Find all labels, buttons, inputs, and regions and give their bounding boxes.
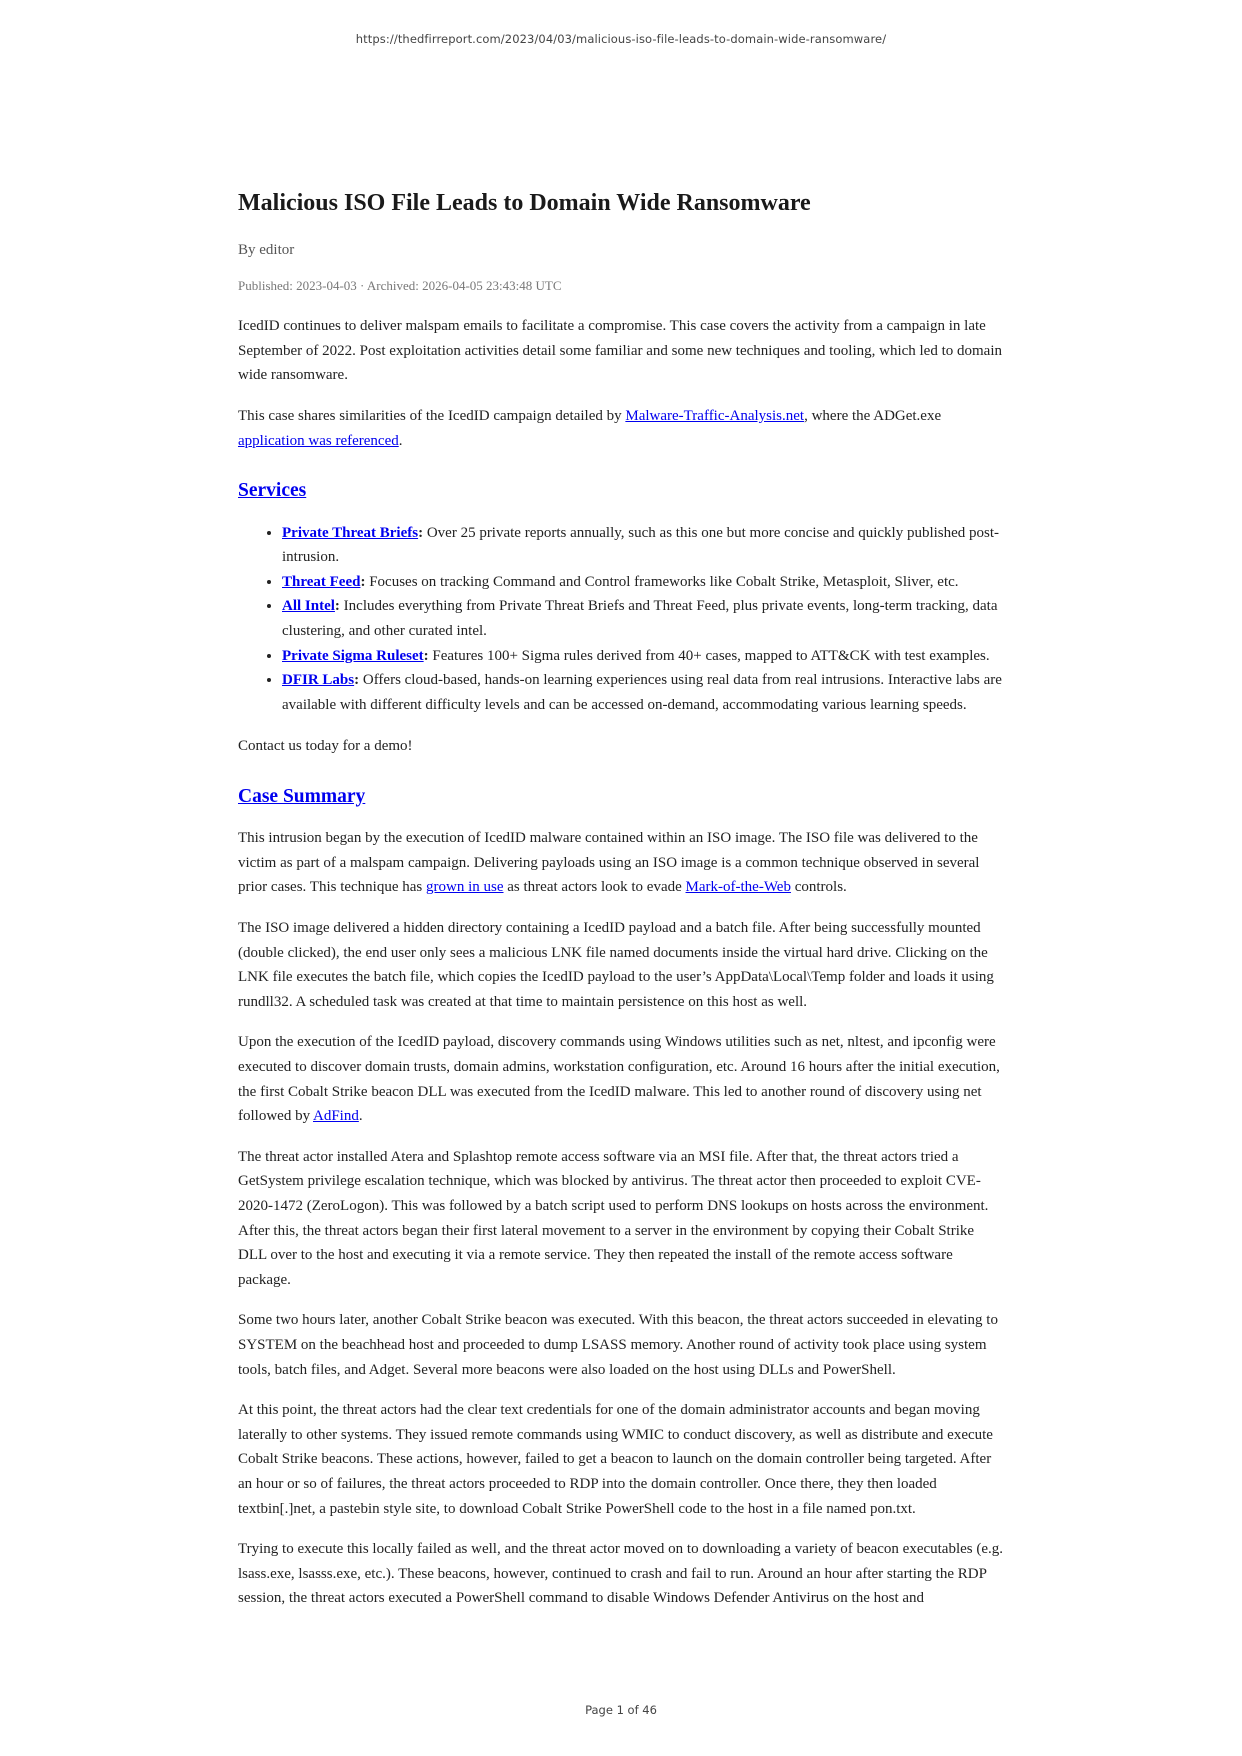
similarities-paragraph [238,404,1006,453]
summary-paragraph-3: Upon the execution of the IcedID payload, discovery commands using Windows utilities such as net, nltest, and ipconfig were executed to discover domain trusts, domain admins, workstation configuration, etc. Around 16 hours after the initial execution, the first Cobalt Strike beacon DLL was executed from the IcedID malware. This led to another round of discovery using net followed by AdFind. [238,1034,1000,1125]
services-heading-link[interactable]: Services [238,480,307,502]
summary-paragraph-7: Trying to execute this locally failed as well, and the threat actor moved on to downloading a variety of beacon executables (e.g. lsass.exe, lsasss.exe, etc.). These beacons, however, continued to crash and fail to run. Around an hour after starting the RDP session, the threat actors executed a PowerShell command to disable Windows Defender Antivirus on the host and [238,1541,1004,1607]
similarities-text: . [398,432,403,449]
service-description: Includes everything from Private Threat Briefs and Threat Feed, plus private events, long-term tracking, data clustering, and other curated intel. [282,598,998,639]
mark-of-the-web-link[interactable]: Mark-of-the-Web [685,879,791,896]
threat-feed-link[interactable]: Threat Feed [282,573,361,590]
article-content [238,188,1006,1627]
page-url-header: https://thedfirreport.com/2023/04/03/malicious-iso-file-leads-to-domain-wide-ransomware/ [355,32,887,46]
summary-paragraph-6: At this point, the threat actors had the clear text credentials for one of the domain administrator accounts and began moving laterally to other systems. They issued remote commands using WMIC to conduct discovery, as well as distribute and execute Cobalt Strike beacons. These actions, however, failed to get a beacon to launch on the domain controller being targeted. After an hour or so of failures, the threat actors proceeded to RDP into the domain controller. Once there, they then loaded textbin[.]net, a pastebin style site, to download Cobalt Strike PowerShell code to the host in a file named pon.txt. [238,1402,993,1517]
services-list [238,521,1006,718]
list-item: • DFIR Labs: Offers cloud-based, hands-on learning experiences using real data from real intrusions. Interactive labs are available with different difficulty levels and can be accessed on-demand, accommodating various learning speeds. [282,668,1006,717]
service-description: Over 25 private reports annually, such as this one but more concise and quickly published post-intrusion. [282,524,1000,566]
private-threat-briefs-link[interactable]: Private Threat Briefs [282,524,419,541]
all-intel-link[interactable]: All Intel [282,598,335,615]
summary-paragraph-2: The ISO image delivered a hidden directory containing a IcedID payload and a batch file. After being successfully mounted (double clicked), the end user only sees a malicious LNK file named documents inside the virtual hard drive. Clicking on the LNK file executes the batch file, which copies the IcedID payload to the user’s AppData\Local\Temp folder and loads it using rundll32. A scheduled task was created at that time to maintain persistence on this host as well. [238,920,994,1010]
page-number: Page 1 of 46 [585,1703,657,1717]
summary-paragraph-5: Some two hours later, another Cobalt Strike beacon was executed. With this beacon, the threat actors succeeded in elevating to SYSTEM on the beachhead host and proceeded to dump LSASS memory. Another round of activity took place using system tools, batch files, and Adget. Several more beacons were also loaded on the host using DLLs and PowerShell. [238,1312,998,1378]
case-summary-heading [238,785,1006,808]
list-item: • All Intel: Includes everything from Private Threat Briefs and Threat Feed, plus private events, long-term tracking, data clustering, and other curated intel. [282,594,1006,643]
list-item: • Private Sigma Ruleset: Features 100+ Sigma rules derived from 40+ cases, mapped to ATT&CK with test examples. [282,644,1006,669]
summary-paragraph-1: This intrusion began by the execution of IcedID malware contained within an ISO image. The ISO file was delivered to the victim as part of a malspam campaign. Delivering payloads using an ISO image is a common technique observed in several prior cases. This technique has grown in use as threat actors look to evade Mark-of-the-Web controls. [238,830,980,896]
service-description: Offers cloud-based, hands-on learning experiences using real data from real intrusions. Interactive labs are available with different difficulty levels and can be accessed on-demand, accommodating various learning speeds. [282,672,1002,713]
article-title: Malicious ISO File Leads to Domain Wide Ransomware [238,190,811,216]
adfind-link[interactable]: AdFind [313,1108,359,1125]
article-byline: By editor [238,242,295,259]
malware-traffic-analysis-link[interactable]: Malware-Traffic-Analysis.net [625,407,805,424]
summary-paragraph-4: The threat actor installed Atera and Splashtop remote access software via an MSI file. After that, the threat actors tried a GetSystem privilege escalation technique, which was blocked by antivirus. The threat actor then proceeded to exploit CVE-2020-1472 (ZeroLogon). This was followed by a batch script used to perform DNS lookups on hosts across the environment. After this, the threat actors began their first lateral movement to a server in the environment by copying their Cobalt Strike DLL over to the host and executing it via a remote service. They then repeated the install of the remote access software package. [238,1148,989,1288]
service-description: Features 100+ Sigma rules derived from 40+ cases, mapped to ATT&CK with test examples. [428,647,990,664]
contact-paragraph: Contact us today for a demo! [238,738,413,755]
article-meta: Published: 2023-04-03 · Archived: 2026-04-05 23:43:48 UTC [238,278,562,294]
dfir-labs-link[interactable]: DFIR Labs [282,672,355,689]
grown-in-use-link[interactable]: grown in use [426,879,504,896]
application-referenced-link[interactable]: application was referenced [238,432,399,449]
list-item: • Threat Feed: Focuses on tracking Command and Control frameworks like Cobalt Strike, Metasploit, Sliver, etc. [282,570,1006,595]
intro-paragraph: IcedID continues to deliver malspam emails to facilitate a compromise. This case covers the activity from a campaign in late September of 2022. Post exploitation activities detail some familiar and some new techniques and tooling, which led to domain wide ransomware. [238,318,1003,384]
case-summary-heading-link[interactable]: Case Summary [238,785,366,807]
similarities-text: , where the ADGet.exe [804,407,942,424]
services-heading [238,479,1006,502]
private-sigma-ruleset-link[interactable]: Private Sigma Ruleset [282,647,424,664]
service-description: Focuses on tracking Command and Control frameworks like Cobalt Strike, Metasploit, Sliver, etc. [365,573,959,590]
similarities-text: This case shares similarities of the IcedID campaign detailed by [238,407,626,424]
list-item: • Private Threat Briefs: Over 25 private reports annually, such as this one but more concise and quickly published post-intrusion. [282,521,1006,570]
